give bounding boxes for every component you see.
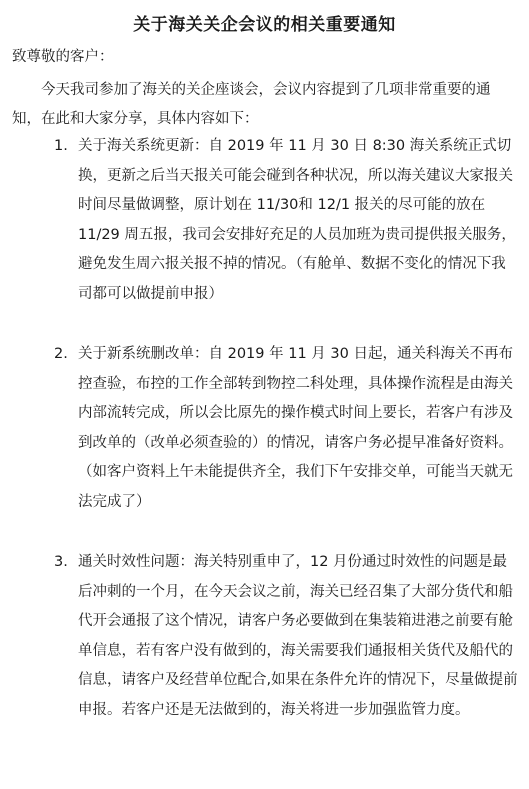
list-item [54,340,518,517]
list-item [54,548,518,725]
list-item-number: 3. [54,554,68,570]
document-title: 关于海关关企会议的相关重要通知 [133,15,396,35]
intro-paragraph: 今天我司参加了海关的关企座谈会，会议内容提到了几项非常重要的通知，在此和大家分享，具体内容如下： [12,82,491,127]
list-item-text: 关于海关系统更新：自 2019 年 11 月 30 日 8:30 海关系统正式切换，更新之后当天报关可能会碰到各种状况，所以海关建议大家报关时间尽量做调整，原计划在 11/30和 12/1 报关的尽可能的放在 11/29 周五报，我司会安排好充足的人员加班为贵司提供报关服务，避免发生周六报关报不掉的情况。（有舱单、数据不变化的情况下我司都可以做提前申报） [78,138,516,302]
list-item-text: 通关时效性问题：海关特别重申了，12 月份通过时效性的问题是最后冲刺的一个月，在今天会议之前，海关已经召集了大部分货代和船代开会通报了这个情况，请客户务必要做到在集装箱进港之前要有舱单信息，若有客户没有做到的，海关需要我们通报相关货代及船代的信息，请客户及经营单位配合,如果在条件允许的情况下，尽量做提前申报。若客户还是无法做到的，海关将进一步加强监管力度。 [78,554,518,718]
list-item-number: 2. [54,346,68,362]
list-item [54,132,518,309]
salutation: 致尊敬的客户： [12,49,114,65]
list-item-text: 关于新系统删改单：自 2019 年 11 月 30 日起，通关科海关不再布控查验，布控的工作全部转到物控二科处理，具体操作流程是由海关内部流转完成，所以会比原先的操作模式时间上要长，若客户有涉及到改单的（改单必须查验的）的情况，请客户务必提早准备好资料。（如客户资料上午未能提供齐全，我们下午安排交单，可能当天就无法完成了） [78,346,513,510]
list-item-number: 1. [54,138,68,154]
